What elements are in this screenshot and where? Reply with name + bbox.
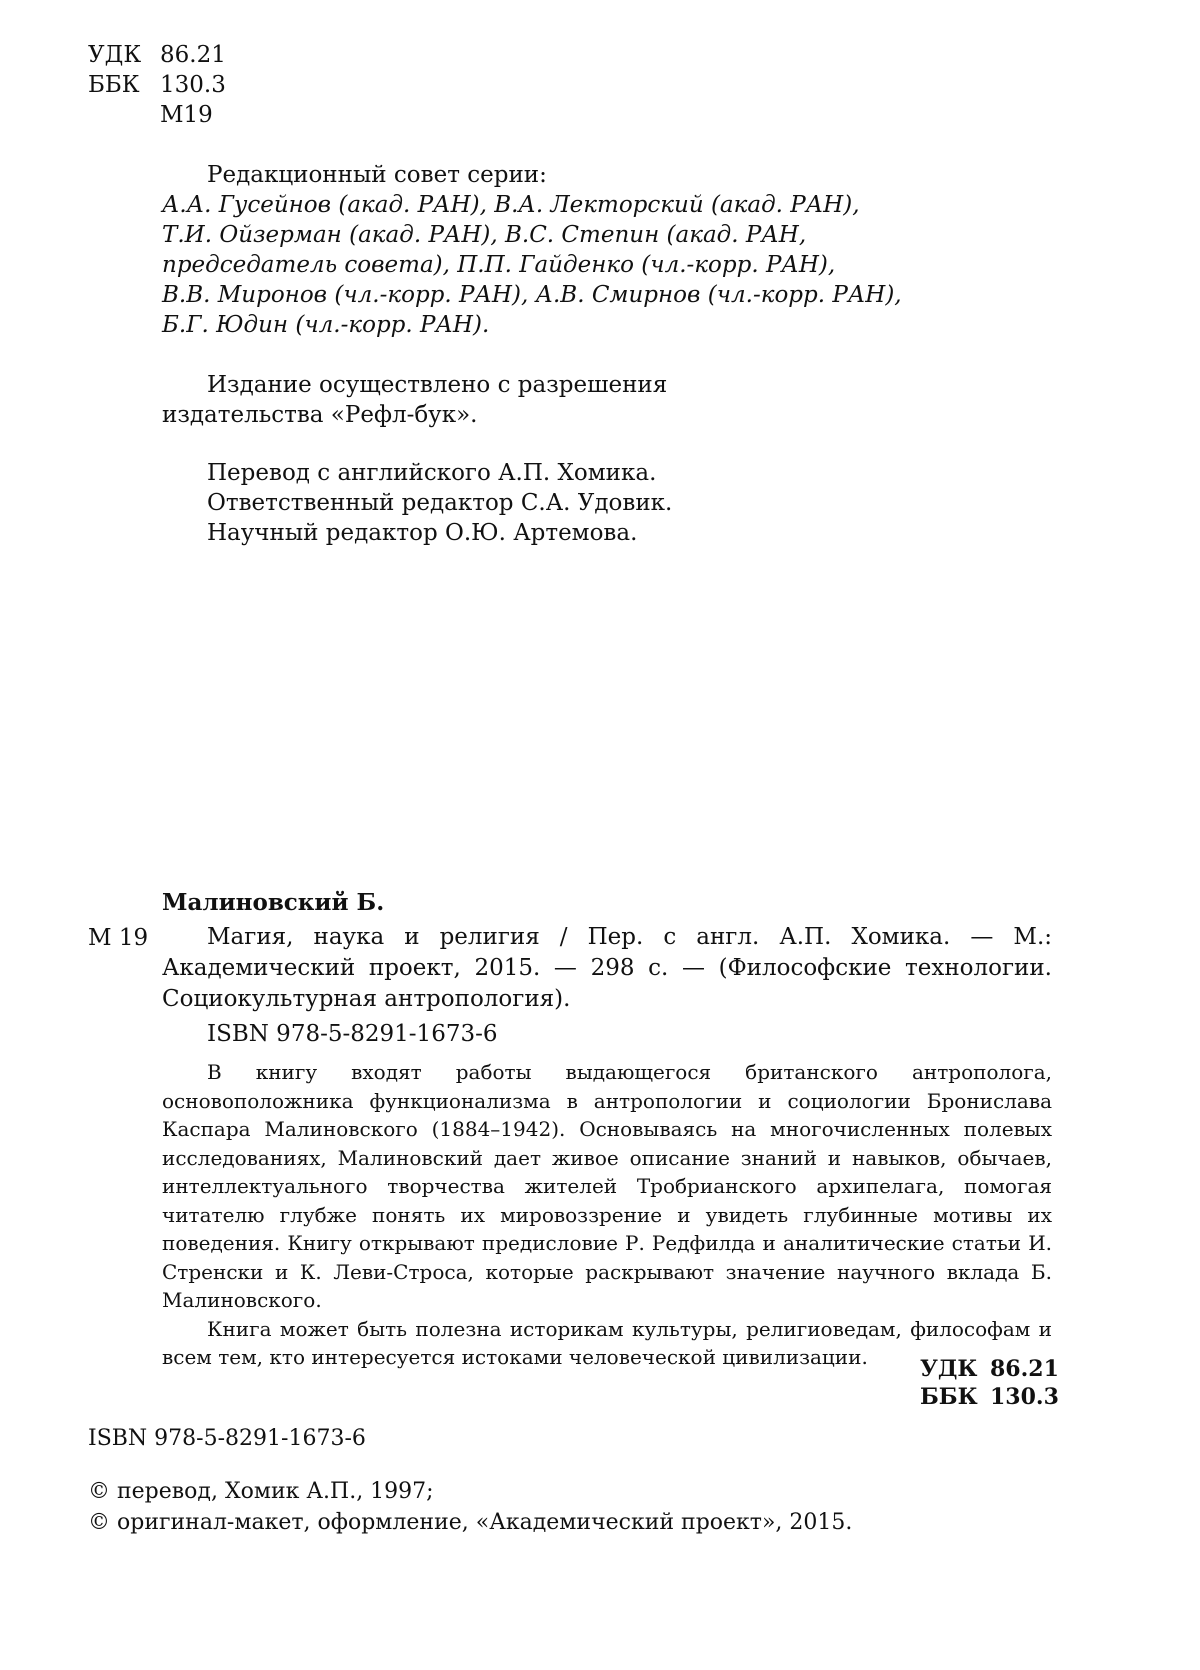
council-member-line: А.А. Гусейнов (акад. РАН), В.А. Лекторский (акад. РАН), [162, 192, 860, 218]
udk-value: 86.21 [160, 42, 226, 68]
card-bibliographic-description [162, 922, 1052, 1015]
udk-row [88, 40, 226, 70]
author-mark: М19 [160, 102, 213, 128]
annotation-paragraph-2: Книга может быть полезна историкам культуры, религиоведам, философам и всем тем, кто интересуется истоками человеческой цивилизации. [162, 1316, 1052, 1369]
card-call-number: М 19 [88, 925, 149, 951]
card-classification [920, 1355, 1059, 1411]
copyright-layout: © оригинал-макет, оформление, «Академический проект», 2015. [88, 1510, 853, 1535]
council-member-line: В.В. Миронов (чл.-корр. РАН), А.В. Смирнов (чл.-корр. РАН), [162, 282, 902, 308]
permission-line-2: издательства «Рефл-бук». [162, 402, 478, 428]
copyright-block [88, 1476, 852, 1538]
editorial-council [162, 160, 962, 340]
council-member-line: председатель совета), П.П. Гайденко (чл.-корр. РАН), [162, 252, 836, 278]
council-member-line: Б.Г. Юдин (чл.-корр. РАН). [162, 312, 490, 338]
card-annotation [162, 1058, 1052, 1372]
isbn-bottom: ISBN 978-5-8291-1673-6 [88, 1426, 366, 1451]
classification-block [88, 40, 226, 130]
card-udk-row [920, 1355, 1059, 1383]
card-udk-value: 86.21 [990, 1356, 1059, 1382]
card-isbn: ISBN 978-5-8291-1673-6 [207, 1021, 498, 1047]
council-heading: Редакционный совет серии: [207, 162, 547, 188]
card-description: Магия, наука и религия / Пер. с англ. А.П. Хомика. — М.: Академический проект, 2015. — 298 с. — (Философские технологии. Социокультурная антропология). [162, 924, 1052, 1012]
card-bbk-value: 130.3 [990, 1384, 1059, 1410]
card-author: Малиновский Б. [162, 889, 385, 916]
translation-credit: Перевод с английского А.П. Хомика. [207, 460, 657, 486]
permission-note [162, 370, 962, 430]
udk-label: УДК [88, 42, 142, 68]
science-editor-credit: Научный редактор О.Ю. Артемова. [207, 520, 638, 546]
council-members [162, 190, 962, 340]
permission-line-1: Издание осуществлено с разрешения [207, 372, 668, 398]
bbk-value: 130.3 [160, 72, 226, 98]
council-member-line: Т.И. Ойзерман (акад. РАН), В.С. Степин (акад. РАН, [162, 222, 807, 248]
credits [207, 458, 1007, 548]
card-bbk-label: ББК [920, 1384, 978, 1410]
copyright-translation: © перевод, Хомик А.П., 1997; [88, 1479, 434, 1504]
annotation-paragraph-1: В книгу входят работы выдающегося британского антрополога, основоположника функционализма в антропологии и социологии Бронислава Каспара Малиновского (1884–1942). Основываясь на многочисленных полевых исследованиях, Малиновский дает живое описание знаний и навыков, обычаев, интеллектуального творчества жителей Тробрианского архипелага, помогая читателю глубже понять их мировоззрение и увидеть глубинные мотивы их поведения. Книгу открывают предисловие Р. Редфилда и аналитические статьи И. Стренски и К. Леви-Строса, которые раскрывают значение научного вклада Б. Малиновского. [162, 1060, 1052, 1312]
card-udk-label: УДК [920, 1356, 978, 1382]
editor-credit: Ответственный редактор С.А. Удовик. [207, 490, 673, 516]
author-mark-row [88, 100, 226, 130]
bbk-label: ББК [88, 72, 140, 98]
card-bbk-row [920, 1383, 1059, 1411]
bbk-row [88, 70, 226, 100]
